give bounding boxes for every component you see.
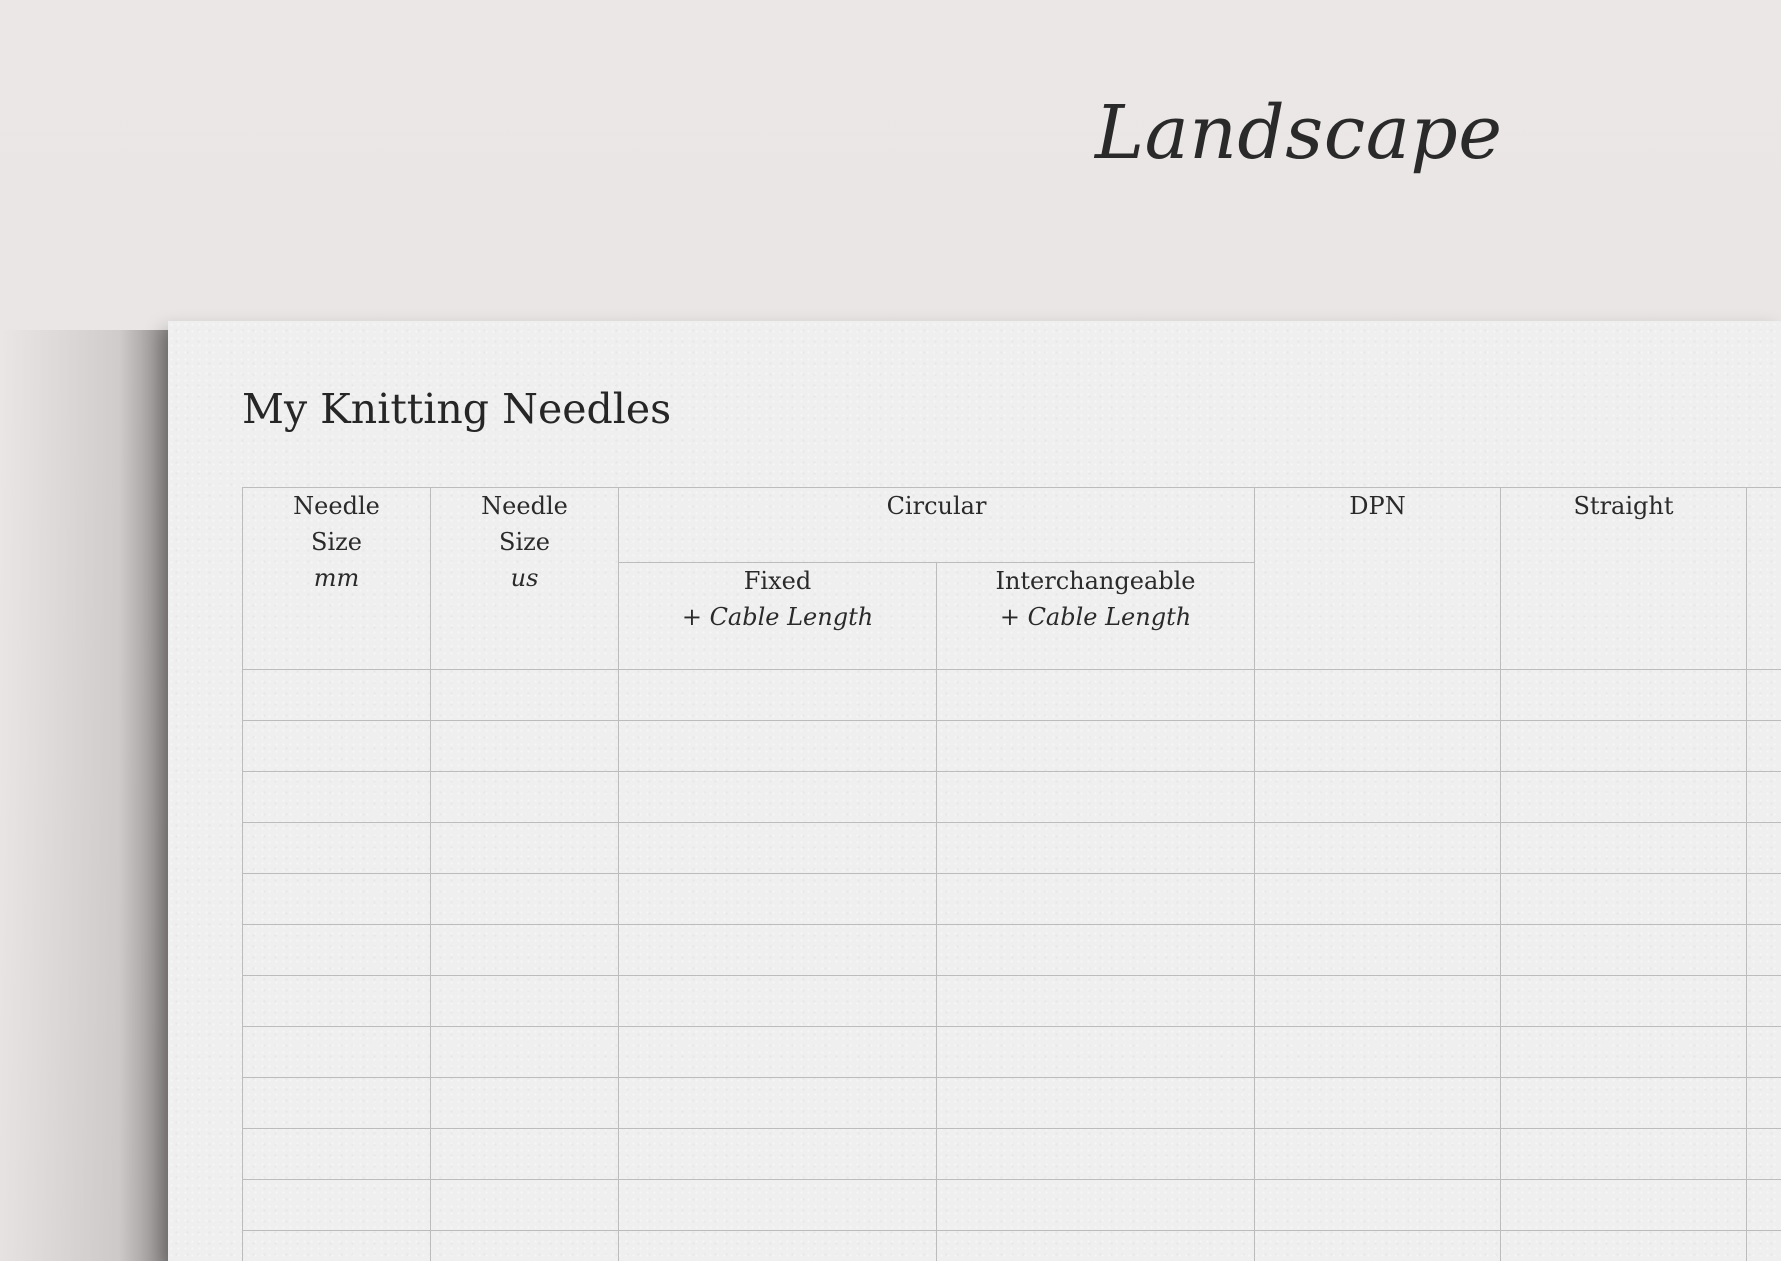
table-cell [1747, 1180, 1781, 1231]
table-cell [1501, 772, 1747, 823]
table-cell [243, 1027, 431, 1078]
header-unit: us [510, 564, 539, 592]
needle-table-container [242, 487, 1781, 1261]
table-cell [1255, 1078, 1501, 1129]
table-cell [1747, 1129, 1781, 1180]
header-line: Size [311, 528, 362, 556]
table-cell [1255, 925, 1501, 976]
table-cell [1255, 1129, 1501, 1180]
table-cell [1255, 874, 1501, 925]
table-cell [1255, 772, 1501, 823]
table-cell [1501, 1027, 1747, 1078]
table-cell [1501, 721, 1747, 772]
table-cell [431, 925, 619, 976]
table-cell [619, 1231, 937, 1261]
column-header-fixed [619, 563, 937, 670]
table-cell [1501, 1231, 1747, 1261]
table-cell [1255, 721, 1501, 772]
table-cell [243, 874, 431, 925]
table-cell [431, 1180, 619, 1231]
header-line: Straight [1573, 492, 1674, 520]
header-unit: mm [313, 564, 360, 592]
table-cell [1501, 1180, 1747, 1231]
table-row [243, 670, 1781, 721]
table-row [243, 874, 1781, 925]
table-cell [431, 721, 619, 772]
table-cell [1747, 670, 1781, 721]
table-cell [1747, 1027, 1781, 1078]
table-cell [619, 1180, 937, 1231]
planner-sheet [168, 321, 1781, 1261]
table-cell [937, 1027, 1255, 1078]
table-cell [937, 823, 1255, 874]
sheet-shadow [0, 330, 170, 1261]
table-cell [619, 1027, 937, 1078]
table-row [243, 1231, 1781, 1261]
table-cell [937, 721, 1255, 772]
header-line: Fixed [743, 567, 812, 595]
table-cell [431, 823, 619, 874]
table-cell [243, 1231, 431, 1261]
table-cell [1747, 874, 1781, 925]
table-cell [243, 823, 431, 874]
needle-table-body [243, 670, 1781, 1261]
table-cell [243, 1078, 431, 1129]
table-cell [1255, 823, 1501, 874]
table-cell [619, 721, 937, 772]
table-cell [619, 772, 937, 823]
table-cell [1747, 976, 1781, 1027]
table-cell [243, 772, 431, 823]
column-header-dpn [1255, 488, 1501, 670]
table-cell [1501, 670, 1747, 721]
table-cell [1747, 1078, 1781, 1129]
page-title: Landscape [1095, 90, 1503, 176]
table-cell [1501, 1078, 1747, 1129]
table-cell [937, 925, 1255, 976]
table-cell [937, 1078, 1255, 1129]
table-cell [1255, 1180, 1501, 1231]
table-row [243, 721, 1781, 772]
table-cell [937, 874, 1255, 925]
table-cell [1747, 1231, 1781, 1261]
table-row [243, 976, 1781, 1027]
table-cell [243, 670, 431, 721]
table-cell [937, 976, 1255, 1027]
table-cell [243, 1129, 431, 1180]
sheet-title: My Knitting Needles [242, 385, 672, 433]
table-cell [243, 1180, 431, 1231]
table-cell [937, 772, 1255, 823]
table-cell [243, 976, 431, 1027]
column-header-interchangeable [937, 563, 1255, 670]
table-cell [431, 1078, 619, 1129]
table-cell [1255, 1231, 1501, 1261]
table-cell [1255, 1027, 1501, 1078]
header-line: Needle [293, 492, 380, 520]
table-cell [1501, 925, 1747, 976]
table-cell [937, 1231, 1255, 1261]
table-row [243, 925, 1781, 976]
table-row [243, 823, 1781, 874]
header-line: Circular [886, 492, 987, 520]
table-cell [1747, 721, 1781, 772]
header-line: Size [499, 528, 550, 556]
table-cell [619, 874, 937, 925]
table-cell [937, 670, 1255, 721]
table-cell [1255, 670, 1501, 721]
table-cell [619, 1129, 937, 1180]
table-cell [431, 670, 619, 721]
table-cell [243, 925, 431, 976]
column-group-circular [619, 488, 1255, 563]
table-cell [431, 1231, 619, 1261]
table-cell [619, 1078, 937, 1129]
header-line: DPN [1349, 492, 1406, 520]
column-header-needle-size-mm [243, 488, 431, 670]
table-cell [431, 976, 619, 1027]
table-cell [243, 721, 431, 772]
table-cell [619, 976, 937, 1027]
table-cell [937, 1180, 1255, 1231]
column-header-extra [1747, 488, 1781, 670]
table-cell [431, 1129, 619, 1180]
header-line: Interchangeable [995, 567, 1196, 595]
table-row [243, 1180, 1781, 1231]
table-cell [431, 1027, 619, 1078]
table-row [243, 1078, 1781, 1129]
table-cell [1501, 976, 1747, 1027]
table-cell [431, 772, 619, 823]
column-header-straight [1501, 488, 1747, 670]
table-cell [1501, 1129, 1747, 1180]
column-header-needle-size-us [431, 488, 619, 670]
table-row [243, 1129, 1781, 1180]
needle-table [242, 487, 1781, 1261]
table-cell [1501, 823, 1747, 874]
table-cell [1747, 823, 1781, 874]
table-cell [937, 1129, 1255, 1180]
header-line: Needle [481, 492, 568, 520]
table-row [243, 772, 1781, 823]
table-cell [431, 874, 619, 925]
table-row [243, 1027, 1781, 1078]
table-cell [1255, 976, 1501, 1027]
table-cell [619, 823, 937, 874]
table-cell [1501, 874, 1747, 925]
table-cell [1747, 925, 1781, 976]
table-cell [619, 925, 937, 976]
table-cell [619, 670, 937, 721]
header-note: + Cable Length [999, 603, 1192, 631]
table-cell [1747, 772, 1781, 823]
header-note: + Cable Length [681, 603, 874, 631]
